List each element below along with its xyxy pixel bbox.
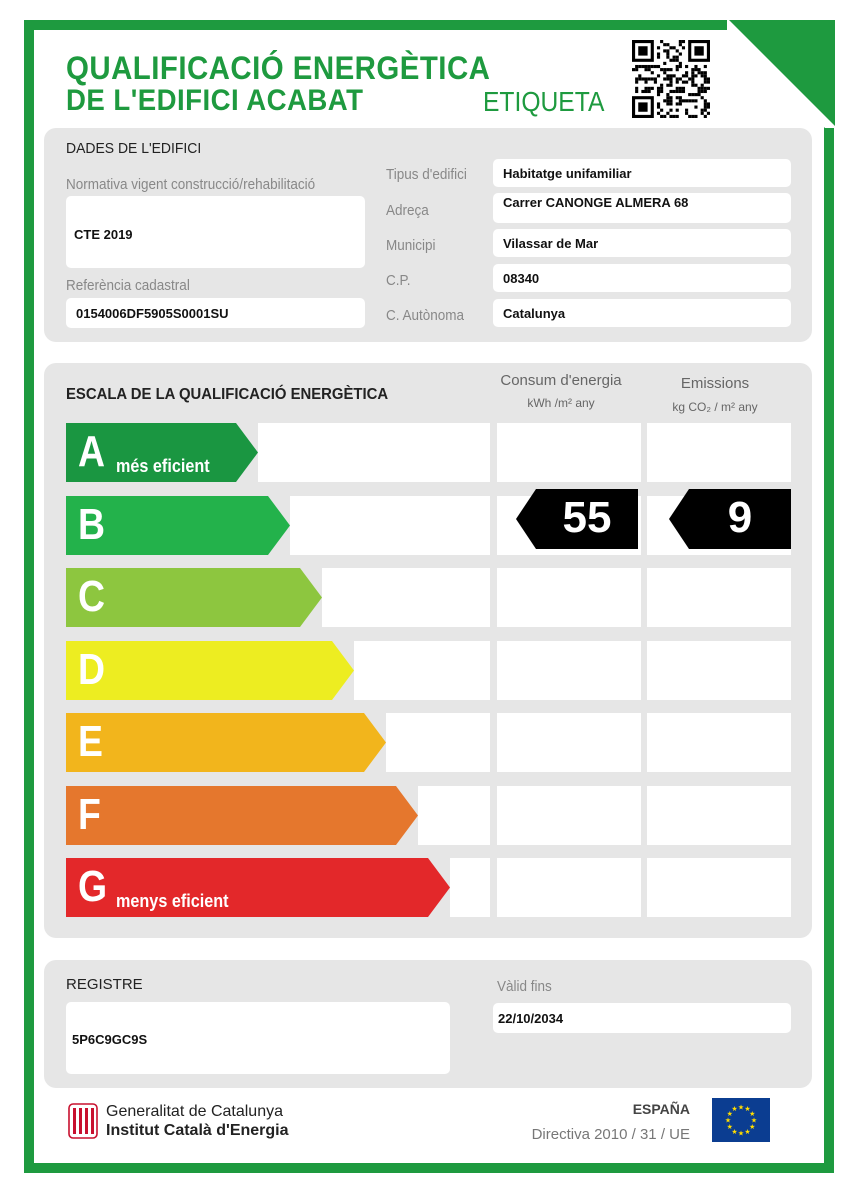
valid-until-value: 22/10/2034 xyxy=(498,1011,564,1026)
field-value-tipus: Habitatge unifamiliar xyxy=(503,166,632,181)
class-arrow-e xyxy=(66,713,386,772)
consumption-value: 55 xyxy=(562,492,612,542)
class-note-g: menys eficient xyxy=(116,891,229,911)
corner-fold-icon xyxy=(727,20,835,128)
field-label-adreca: Adreça xyxy=(386,202,429,219)
consumption-cell-d xyxy=(497,641,641,700)
emissions-cell-c xyxy=(647,568,791,627)
field-value-cp: 08340 xyxy=(503,271,540,286)
field-label-autonoma: C. Autònoma xyxy=(386,307,465,324)
svg-text:★: ★ xyxy=(744,1127,751,1136)
emissions-cell-a xyxy=(647,423,791,482)
org-line-2: Institut Català d'Energia xyxy=(106,1122,289,1139)
class-arrow-f xyxy=(66,786,418,845)
consumption-cell-f xyxy=(497,786,641,845)
consumption-cell-a xyxy=(497,423,641,482)
class-letter-d: D xyxy=(78,644,106,694)
svg-text:★: ★ xyxy=(749,1110,756,1118)
class-letter-c: C xyxy=(78,572,106,621)
scale-row-bg-d xyxy=(354,641,490,700)
class-letter-b: B xyxy=(78,499,106,549)
class-arrow-d xyxy=(66,641,354,700)
svg-text:★: ★ xyxy=(744,1105,751,1114)
field-label-tipus: Tipus d'edifici xyxy=(386,166,467,183)
consumption-cell-e xyxy=(497,713,641,772)
class-letter-g: G xyxy=(78,862,108,911)
emissions-header: Emissions xyxy=(680,375,750,392)
field-value-municipi: Vilassar de Mar xyxy=(503,236,599,251)
eu-flag-icon xyxy=(712,1098,770,1142)
consumption-unit: kWh /m² any xyxy=(527,396,595,410)
svg-text:★: ★ xyxy=(726,1110,733,1118)
field-label-municipi: Municipi xyxy=(386,237,436,254)
emissions-cell-d xyxy=(647,641,791,700)
title-line-1: QUALIFICACIÓ ENERGÈTICA xyxy=(66,50,491,86)
svg-text:★: ★ xyxy=(750,1116,758,1125)
svg-text:★: ★ xyxy=(724,1116,732,1125)
qr-code-icon[interactable] xyxy=(632,40,710,118)
emissions-cell-f xyxy=(647,786,791,845)
emissions-unit: kg CO₂ / m² any xyxy=(672,400,758,414)
svg-text:★: ★ xyxy=(749,1123,756,1131)
field-value-autonoma: Catalunya xyxy=(503,306,566,321)
normativa-value: CTE 2019 xyxy=(74,227,133,242)
consumption-cell-c xyxy=(497,568,641,627)
ref-cadastral-value: 0154006DF5905S0001SU xyxy=(76,306,229,321)
emissions-value: 9 xyxy=(727,492,753,542)
generalitat-logo-icon xyxy=(68,1103,98,1139)
valid-until-label: Vàlid fins xyxy=(497,978,552,995)
svg-text:★: ★ xyxy=(737,1129,745,1138)
scale-row-bg-f xyxy=(418,786,490,845)
ref-cadastral-label: Referència cadastral xyxy=(66,277,190,294)
registry-value: 5P6C9GC9S xyxy=(72,1032,148,1047)
field-value-adreca: Carrer CANONGE ALMERA 68 xyxy=(503,195,689,210)
registry-label: REGISTRE xyxy=(66,976,143,993)
scale-row-bg-g xyxy=(450,858,490,917)
field-label-cp: C.P. xyxy=(386,272,411,289)
emissions-cell-g xyxy=(647,858,791,917)
class-letter-a: A xyxy=(78,427,106,476)
svg-text:★: ★ xyxy=(731,1127,738,1136)
normativa-label: Normativa vigent construcció/rehabilitació xyxy=(66,176,316,193)
class-letter-f: F xyxy=(78,789,101,839)
svg-text:★: ★ xyxy=(726,1123,733,1131)
directive-label: Directiva 2010 / 31 / UE xyxy=(531,1126,690,1143)
class-letter-e: E xyxy=(78,717,103,766)
emissions-cell-e xyxy=(647,713,791,772)
title-line-2: DE L'EDIFICI ACABAT xyxy=(66,84,364,117)
consumption-cell-g xyxy=(497,858,641,917)
country-label: ESPAÑA xyxy=(632,1101,690,1117)
scale-row-bg-a xyxy=(258,423,490,482)
etiqueta-label: ETIQUETA xyxy=(483,86,605,117)
scale-row-bg-e xyxy=(386,713,490,772)
org-line-1: Generalitat de Catalunya xyxy=(106,1103,283,1120)
building-section-title: DADES DE L'EDIFICI xyxy=(66,140,202,157)
svg-text:★: ★ xyxy=(737,1103,745,1112)
scale-section-title: ESCALA DE LA QUALIFICACIÓ ENERGÈTICA xyxy=(66,386,389,403)
svg-text:★: ★ xyxy=(731,1105,738,1114)
class-note-a: més eficient xyxy=(116,456,210,476)
scale-row-bg-b xyxy=(290,496,490,555)
consumption-header: Consum d'energia xyxy=(500,372,622,389)
scale-row-bg-c xyxy=(322,568,490,627)
